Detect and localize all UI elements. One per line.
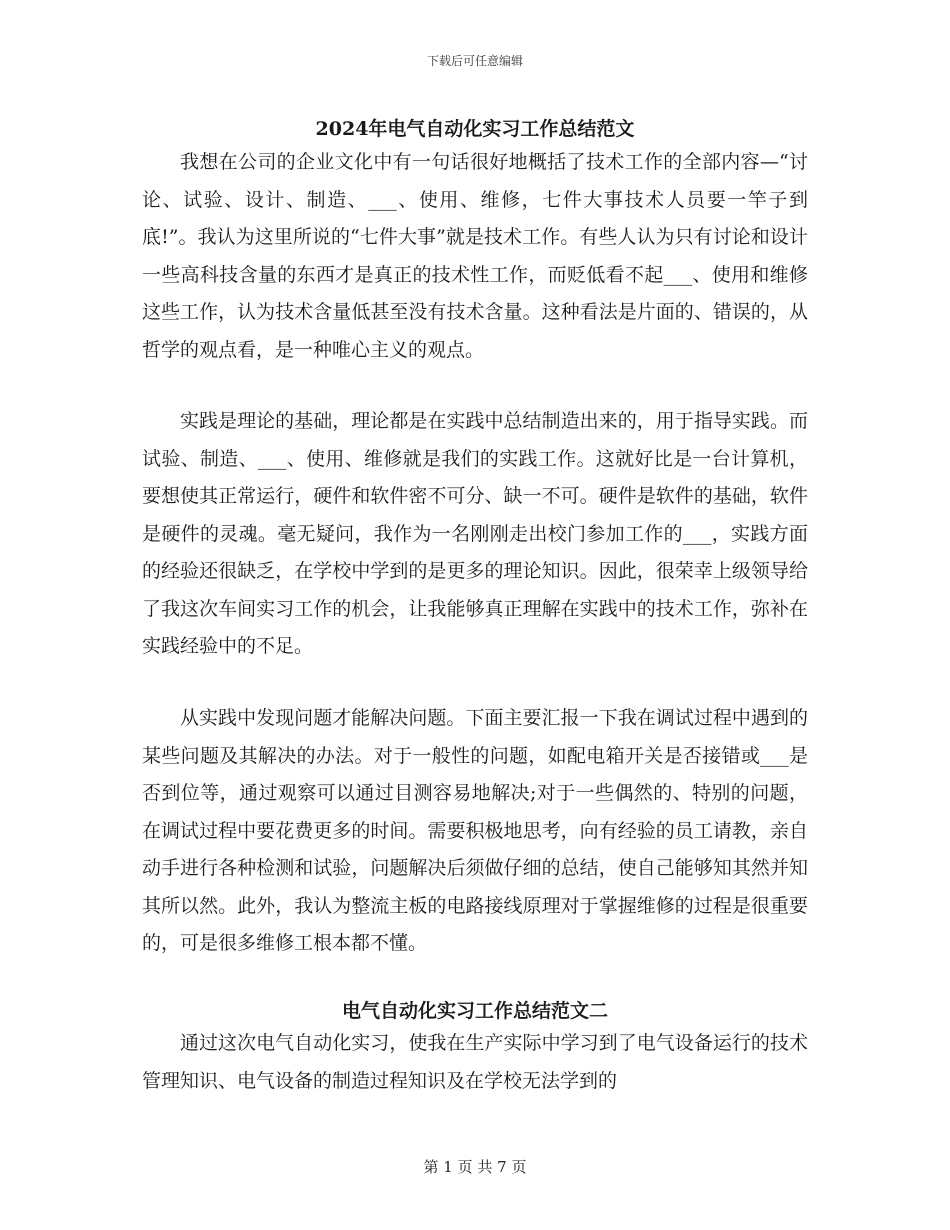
header-note: 下载后可任意编辑 (426, 54, 523, 68)
paragraph-2: 实践是理论的基础，理论都是在实践中总结制造出来的，用于指导实践。而试验、制造、___、使用、维修就是我们的实践工作。这就好比是一台计算机，要想使其正常运行，硬件和软件密不可分、缺一不可。硬件是软件的基础，软件是硬件的灵魂。毫无疑问，我作为一名刚刚走出校门参加工作的___，实践方面的经验还很缺乏，在学校中学到的是更多的理论知识。因此，很荣幸上级领导给了我这次车间实习工作的机会，让我能够真正理解在实践中的技术工作，弥补在实践经验中的不足。 (142, 410, 808, 657)
document-title: 2024年电气自动化实习工作总结范文 (315, 118, 635, 140)
paragraph-1: 我想在公司的企业文化中有一句话很好地概括了技术工作的全部内容—“讨论、试验、设计、制造、___、使用、维修，七件大事技术人员要一竿子到底!”。我认为这里所说的“七件大事”就是技术工作。有些人认为只有讨论和设计一些高科技含量的东西才是真正的技术性工作，而贬低看不起___、使用和维修这些工作，认为技术含量低甚至没有技术含量。这种看法是片面的、错误的，从哲学的观点看，是一种唯心主义的观点。 (142, 151, 808, 361)
section-title: 电气自动化实习工作总结范文二 (341, 1000, 608, 1022)
page-number-footer: 第 1 页 共 7 页 (423, 1158, 527, 1176)
paragraph-4: 通过这次电气自动化实习，使我在生产实际中学习到了电气设备运行的技术管理知识、电气设备的制造过程知识及在学校无法学到的 (142, 1032, 808, 1092)
paragraph-3: 从实践中发现问题才能解决问题。下面主要汇报一下我在调试过程中遇到的某些问题及其解决的办法。对于一般性的问题，如配电箱开关是否接错或___是否到位等，通过观察可以通过目测容易地解决;对于一些偶然的、特别的问题，在调试过程中要花费更多的时间。需要积极地思考，向有经验的员工请教，亲自动手进行各种检测和试验，问题解决后须做仔细的总结，使自己能够知其然并知其所以然。此外，我认为整流主板的电路接线原理对于掌握维修的过程是很重要的，可是很多维修工根本都不懂。 (142, 707, 808, 954)
